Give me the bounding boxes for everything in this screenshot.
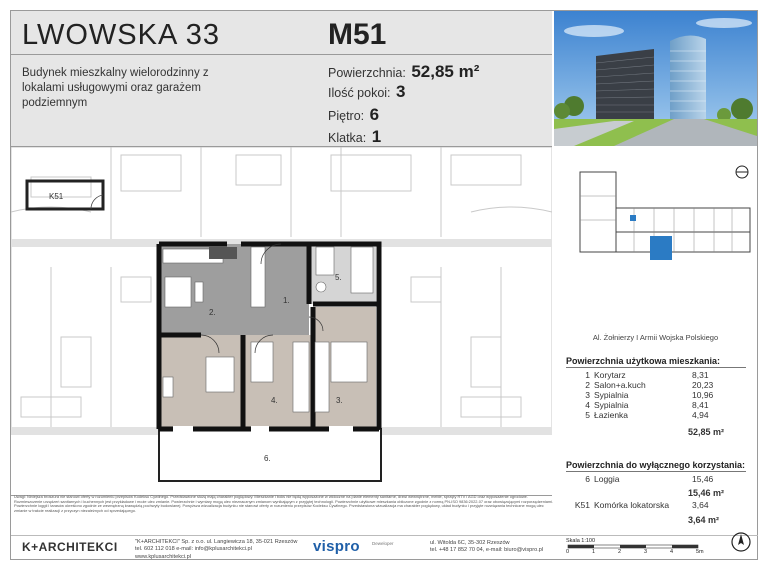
row-number: 3 bbox=[585, 390, 590, 400]
room-label-1: 1. bbox=[283, 296, 290, 305]
exclusive-area-heading: Powierzchnia do wyłącznego korzystania: bbox=[566, 460, 746, 470]
company1-line: "K+ARCHITEKCI" Sp. z o.o. ul. Langiewicza 18, 35-021 Rzeszów bbox=[135, 539, 298, 545]
spec-stair-value: 1 bbox=[371, 127, 382, 146]
row-name: Łazienka bbox=[594, 410, 629, 420]
company1-address bbox=[135, 539, 297, 561]
vispro-logo: vispro bbox=[313, 538, 360, 555]
row-area: 8,31 bbox=[692, 370, 709, 380]
scale-tick-label: 4 bbox=[670, 549, 674, 555]
exclusive-area-row bbox=[566, 500, 746, 510]
row-area: 8,41 bbox=[692, 400, 709, 410]
usable-area-table bbox=[566, 356, 746, 437]
row-number: 2 bbox=[585, 380, 590, 390]
row-number: 4 bbox=[585, 400, 590, 410]
row-name: Komórka lokatorska bbox=[594, 500, 670, 510]
company2-address bbox=[430, 540, 543, 555]
footer-notes bbox=[14, 495, 554, 513]
scale-bar bbox=[566, 538, 716, 560]
company1-line: www.kplusarchitekci.pl bbox=[135, 553, 191, 560]
apartment-highlight bbox=[650, 236, 672, 260]
vispro-tagline: Deweloper bbox=[372, 541, 394, 546]
floor-plan bbox=[11, 146, 552, 496]
scale-tick-label: 0 bbox=[566, 549, 570, 555]
row-name: Sypialnia bbox=[594, 400, 629, 410]
row-area: 10,96 bbox=[692, 390, 714, 400]
room-label-2: 2. bbox=[209, 308, 216, 317]
spec-area bbox=[328, 62, 479, 82]
row-name: Salon+a.kuch bbox=[594, 380, 646, 390]
k-architekci-logo: K+ARCHITEKCI bbox=[22, 540, 118, 554]
room-label-4: 4. bbox=[271, 396, 278, 405]
building-photo bbox=[554, 11, 757, 146]
spec-floor-label: Piętro: bbox=[328, 109, 365, 123]
project-title: LWOWSKA 33 bbox=[22, 19, 221, 51]
compass-icon bbox=[730, 531, 752, 558]
company1-line: tel. 602 112 018 e-mail: info@kplusarchitekci.pl bbox=[135, 546, 252, 553]
spec-stair bbox=[328, 127, 381, 147]
row-area: 4,94 bbox=[692, 410, 709, 420]
row-area: 15,46 bbox=[692, 474, 714, 484]
scale-label: Skala 1:100 bbox=[566, 538, 596, 544]
row-area: 3,64 bbox=[692, 500, 709, 510]
exclusive-area-table bbox=[566, 460, 746, 525]
scale-tick-label: 1 bbox=[592, 549, 596, 555]
spec-floor-value: 6 bbox=[369, 105, 380, 124]
apartment-code: M51 bbox=[328, 18, 387, 51]
row-name: Sypialnia bbox=[594, 390, 629, 400]
row-number: 5 bbox=[585, 410, 590, 420]
spec-area-label: Powierzchnia: bbox=[328, 66, 406, 80]
building-description: Budynek mieszkalny wielorodzinny z lokalami usługowymi oraz garażem podziemnym bbox=[22, 67, 209, 109]
exclusive-area-row bbox=[566, 474, 746, 484]
exclusive-area-total-2: 3,64 m² bbox=[688, 515, 720, 525]
row-name: Loggia bbox=[594, 474, 620, 484]
scale-tick-label: 3 bbox=[644, 549, 648, 555]
key-plan bbox=[554, 146, 757, 346]
row-area: 20,23 bbox=[692, 380, 714, 390]
footer-divider bbox=[11, 535, 758, 536]
header-divider bbox=[11, 54, 552, 55]
spec-area-value: 52,85 m² bbox=[411, 62, 480, 81]
row-name: Korytarz bbox=[594, 370, 626, 380]
scale-tick-label: 5m bbox=[696, 549, 704, 555]
floor-plan-drawing bbox=[11, 147, 552, 495]
row-number: K51 bbox=[574, 500, 590, 510]
spec-stair-label: Klatka: bbox=[328, 131, 367, 145]
room-label-3: 3. bbox=[336, 396, 343, 405]
street-label: Al. Żołnierzy I Armii Wojska Polskiego bbox=[592, 333, 719, 342]
footer-notes-title: Uwagi: bbox=[14, 494, 26, 499]
spec-rooms-value: 3 bbox=[396, 82, 406, 101]
usable-area-row bbox=[566, 400, 746, 410]
exclusive-area-total-1: 15,46 m² bbox=[688, 488, 725, 498]
spec-floor bbox=[328, 105, 379, 125]
company2-line: ul. Witolda 6C, 35-302 Rzeszów bbox=[430, 540, 510, 546]
scale-tick-label: 2 bbox=[618, 549, 622, 555]
usable-area-heading: Powierzchnia użytkowa mieszkania: bbox=[566, 356, 746, 368]
storage-label: K51 bbox=[49, 192, 64, 201]
footer-notes-text: Niniejsza broszura nie stanowi oferty w rozumieniu przepisów Kodeksu Cywilnego. Przedstawione służą mają charakter poglądowy. Mieszkanie i boks nie będą wyposażone w widoczne na planie elementy sanitarne, drzwi wewnętrzne, meble, sprzęty RTV i AGD oraz wyposażenie ogrodowe. Rozmieszczenie urządzeń sanitarnych i kuchennych jest przykładowe i może ulec zmianie. Powierzchnie i wymiary mogą ulec nieznacznym zmianom wynikającym z przyjętej technologii. Powierzchnie użytkowe mieszkania obliczone zgodnie z normą PN-ISO 9836:2022-07 oraz obowiązującymi rozporządzeniami. Powierzchnie loggii i tarasów określono zgodnie ze wewnętrzną krawędzią pochwyty budowlanej. Powyższa wizualizacja budynku nie stanowi oferty w rozumieniu przepisów Kodeksu Cywilnego. Przedstawiona wizualizacja ma charakter poglądowy, układ budynku i przyjęte rozwiązania techniczne mogą ulec zmianie w trakcie realizacji z przyczyn niezależnych od sprzedającego. bbox=[14, 494, 554, 513]
row-number: 6 bbox=[585, 474, 590, 484]
company2-line: tel. +48 17 852 70 04, e-mail: biuro@vispro.pl bbox=[430, 547, 544, 554]
usable-area-row bbox=[566, 370, 746, 380]
spec-rooms bbox=[328, 82, 405, 102]
row-number: 1 bbox=[585, 370, 590, 380]
usable-area-row bbox=[566, 380, 746, 390]
room-label-6: 6. bbox=[264, 454, 271, 463]
room-label-5: 5. bbox=[335, 273, 342, 282]
usable-area-row bbox=[566, 410, 746, 420]
spec-rooms-label: Ilość pokoi: bbox=[328, 86, 391, 100]
usable-area-total: 52,85 m² bbox=[688, 427, 725, 437]
usable-area-row bbox=[566, 390, 746, 400]
